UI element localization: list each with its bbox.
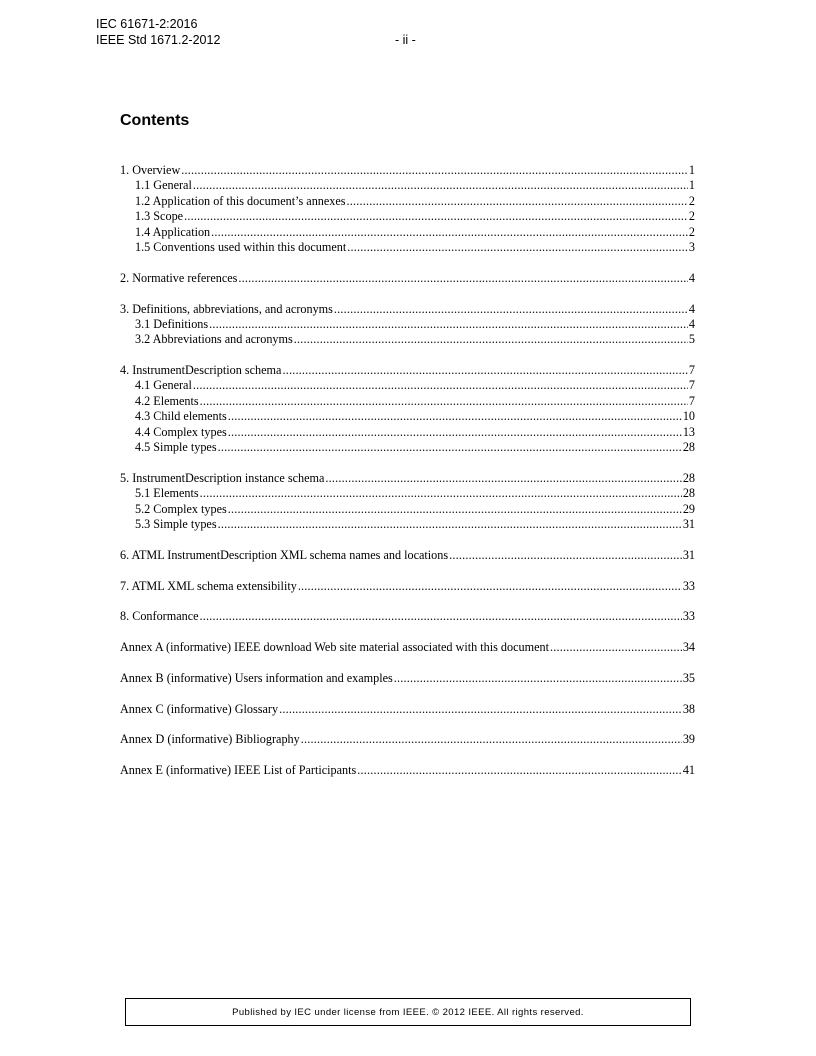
toc-entry-page: 31	[682, 516, 695, 531]
toc-entry[interactable]	[120, 440, 695, 455]
toc-entry-label: 1. Overview	[120, 163, 181, 177]
toc-entry-label: Annex B (informative) Users information and examples	[120, 670, 393, 685]
toc-leader	[334, 302, 688, 317]
toc-entry[interactable]	[120, 732, 695, 747]
toc-entry[interactable]	[120, 194, 695, 209]
toc-leader	[181, 163, 688, 178]
toc-entry[interactable]	[120, 332, 695, 347]
toc-entry[interactable]	[120, 425, 695, 440]
toc-entry[interactable]	[120, 763, 695, 778]
toc-entry-label: 5.2 Complex types	[135, 501, 227, 516]
toc-entry-page: 7	[688, 363, 695, 378]
toc-entry-page: 7	[688, 378, 695, 393]
toc-entry[interactable]	[120, 240, 695, 255]
toc-leader	[218, 440, 682, 455]
toc-leader	[357, 763, 682, 778]
toc-entry[interactable]	[120, 163, 695, 178]
toc-entry-page: 1	[688, 178, 695, 193]
toc-leader	[193, 178, 688, 193]
toc-leader	[282, 363, 687, 378]
toc-entry[interactable]	[120, 394, 695, 409]
toc-entry[interactable]	[120, 609, 695, 624]
toc-leader	[209, 317, 688, 332]
toc-entry-page: 41	[682, 763, 695, 778]
page-number: - ii -	[395, 33, 416, 47]
toc-entry-label: 3.1 Definitions	[135, 316, 209, 331]
toc-leader	[193, 378, 688, 393]
toc-leader	[449, 548, 682, 563]
copyright-footer	[125, 998, 691, 1026]
toc-entry-page: 1	[688, 163, 695, 177]
toc-entry-label: 1.2 Application of this document’s annexes	[135, 193, 346, 208]
toc-leader	[228, 502, 682, 517]
toc-entry-page: 28	[682, 486, 695, 501]
toc-entry-page: 2	[688, 193, 695, 208]
toc-entry-label: 1.1 General	[135, 178, 192, 193]
toc-leader	[211, 225, 688, 240]
toc-entry-label: 4.5 Simple types	[135, 440, 217, 455]
toc-leader	[184, 209, 688, 224]
toc-leader	[200, 486, 682, 501]
toc-entry-page: 4	[688, 316, 695, 331]
toc-entry-page: 7	[688, 393, 695, 408]
toc-entry[interactable]	[120, 517, 695, 532]
toc-entry-label: 4.2 Elements	[135, 393, 199, 408]
toc-leader	[325, 471, 681, 486]
toc-entry-label: 4.1 General	[135, 378, 192, 393]
toc-entry[interactable]	[120, 640, 695, 655]
toc-entry-page: 34	[682, 640, 695, 655]
toc-entry-label: 7. ATML XML schema extensibility	[120, 578, 297, 593]
toc-entry-page: 4	[688, 301, 695, 316]
toc-entry-page: 28	[682, 440, 695, 455]
toc-entry-label: 3.2 Abbreviations and acronyms	[135, 332, 293, 347]
toc-entry-page: 33	[682, 578, 695, 593]
toc-entry-label: 1.4 Application	[135, 224, 211, 239]
toc-entry[interactable]	[120, 548, 695, 563]
toc-leader	[279, 702, 682, 717]
toc-entry[interactable]	[120, 471, 695, 486]
toc-entry-label: 1.3 Scope	[135, 209, 184, 224]
toc-entry-page: 5	[688, 332, 695, 347]
toc-entry-page: 38	[682, 701, 695, 716]
toc-leader	[347, 240, 688, 255]
toc-entry-label: 4.3 Child elements	[135, 409, 227, 424]
toc-entry[interactable]	[120, 502, 695, 517]
toc-entry[interactable]	[120, 363, 695, 378]
toc-entry-page: 39	[682, 732, 695, 747]
toc-entry-label: Annex E (informative) IEEE List of Participants	[120, 763, 357, 778]
toc-entry[interactable]	[120, 209, 695, 224]
toc-entry-page: 3	[688, 239, 695, 254]
toc-leader	[301, 732, 682, 747]
toc-entry[interactable]	[120, 409, 695, 424]
toc-entry-label: Annex D (informative) Bibliography	[120, 732, 300, 747]
toc-entry-label: 5.3 Simple types	[135, 516, 217, 531]
toc-leader	[228, 425, 682, 440]
toc-leader	[347, 194, 688, 209]
toc-entry-page: 2	[688, 224, 695, 239]
toc-leader	[228, 409, 682, 424]
toc-entry-label: 4. InstrumentDescription schema	[120, 363, 282, 378]
toc-entry[interactable]	[120, 302, 695, 317]
toc-entry[interactable]	[120, 702, 695, 717]
toc-leader	[238, 271, 687, 286]
toc-entry-page: 33	[682, 609, 695, 624]
toc-leader	[294, 332, 688, 347]
toc-entry[interactable]	[120, 486, 695, 501]
toc-entry-page: 2	[688, 209, 695, 224]
table-of-contents	[120, 163, 695, 779]
toc-entry-label: 5.1 Elements	[135, 486, 199, 501]
toc-entry-label: 6. ATML InstrumentDescription XML schema names and locations	[120, 547, 449, 562]
toc-entry-label: Annex C (informative) Glossary	[120, 701, 279, 716]
toc-entry[interactable]	[120, 317, 695, 332]
toc-entry-label: 8. Conformance	[120, 609, 199, 624]
page-title: Contents	[120, 112, 190, 129]
toc-entry[interactable]	[120, 579, 695, 594]
ieee-standard-number: IEEE Std 1671.2-2012	[96, 33, 221, 47]
copyright-text: Published by IEC under license from IEEE. © 2012 IEEE. All rights reserved.	[232, 1006, 584, 1018]
standard-number: IEC 61671-2:2016	[96, 17, 198, 31]
toc-entry-label: 2. Normative references	[120, 270, 238, 285]
toc-entry-page: 4	[688, 270, 695, 285]
toc-entry-label: 4.4 Complex types	[135, 424, 227, 439]
toc-entry[interactable]	[120, 225, 695, 240]
toc-leader	[298, 579, 682, 594]
toc-entry-label: 1.5 Conventions used within this document	[135, 239, 347, 254]
toc-leader	[200, 394, 688, 409]
toc-entry-label: Annex A (informative) IEEE download Web site material associated with this document	[120, 640, 549, 655]
toc-entry-page: 35	[682, 670, 695, 685]
toc-entry-page: 10	[682, 409, 695, 424]
toc-entry-label: 3. Definitions, abbreviations, and acronyms	[120, 301, 333, 316]
toc-entry[interactable]	[120, 378, 695, 393]
toc-entry-page: 31	[682, 547, 695, 562]
toc-leader	[200, 609, 682, 624]
toc-leader	[218, 517, 682, 532]
toc-entry-page: 13	[682, 424, 695, 439]
toc-entry[interactable]	[120, 271, 695, 286]
toc-entry-page: 29	[682, 501, 695, 516]
toc-entry-page: 28	[682, 470, 695, 485]
toc-entry[interactable]	[120, 178, 695, 193]
toc-entry-label: 5. InstrumentDescription instance schema	[120, 470, 325, 485]
toc-entry[interactable]	[120, 671, 695, 686]
toc-leader	[550, 640, 682, 655]
toc-leader	[394, 671, 682, 686]
